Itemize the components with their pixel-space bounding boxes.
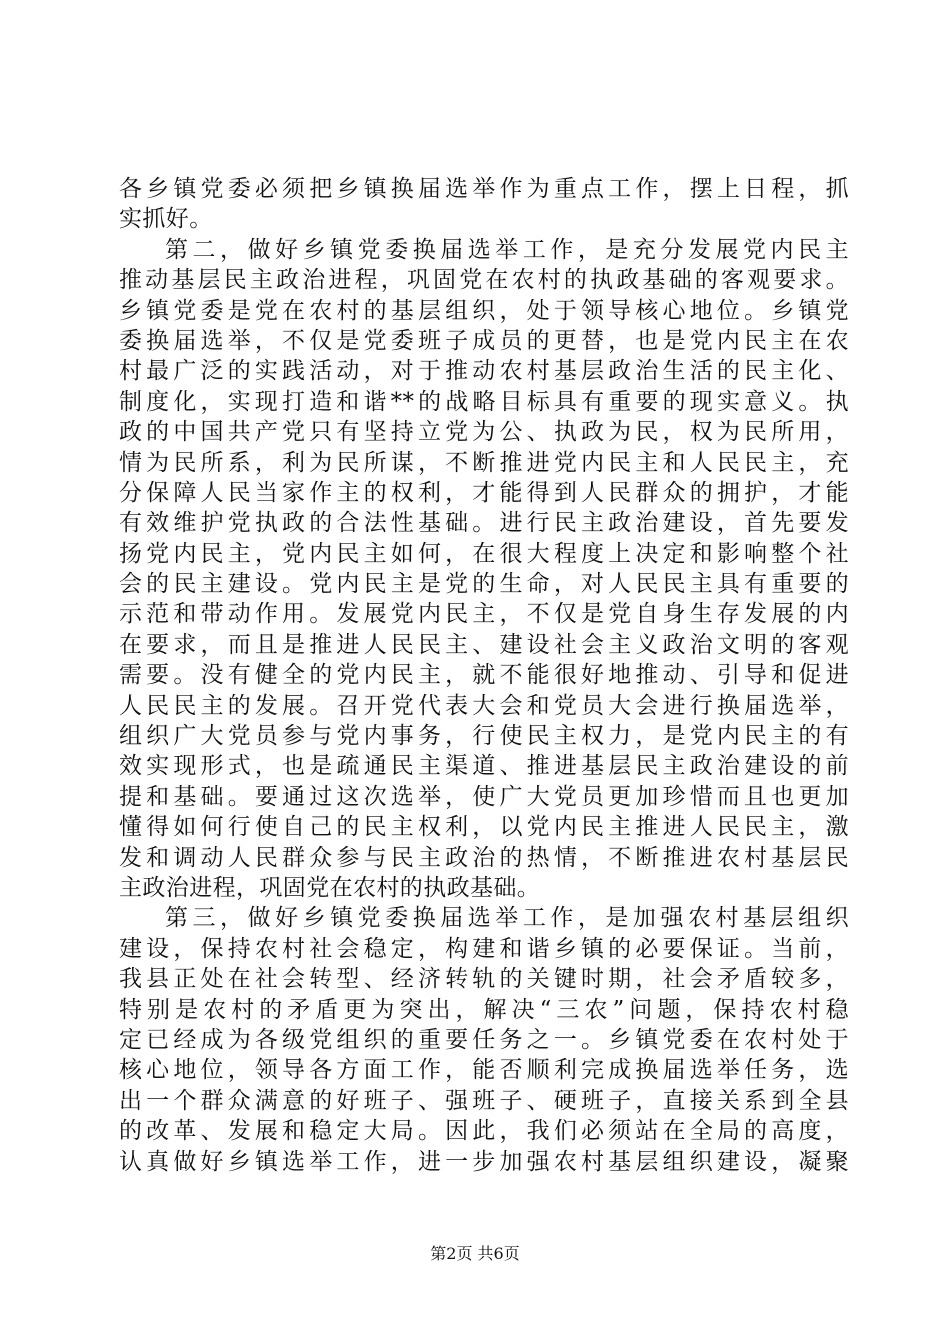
text-line: 建设，保持农村社会稳定，构建和谐乡镇的必要保证。当前， [119, 935, 849, 962]
text-line: 实抓好。 [119, 206, 213, 233]
text-line: 需要。没有健全的党内民主，就不能很好地推动、引导和促进 [119, 662, 849, 689]
text-line: 示范和带动作用。发展党内民主，不仅是党自身生存发展的内 [119, 601, 849, 628]
text-line: 推动基层民主政治进程，巩固党在农村的执政基础的客观要求。 [119, 267, 849, 294]
text-line: 制度化，实现打造和谐**的战略目标具有重要的现实意义。执 [119, 388, 849, 415]
text-line: 有效维护党执政的合法性基础。进行民主政治建设，首先要发 [119, 510, 849, 537]
text-line: 定已经成为各级党组织的重要任务之一。乡镇党委在农村处于 [119, 1026, 849, 1053]
text-line: 组织广大党员参与党内事务，行使民主权力，是党内民主的有 [119, 723, 849, 750]
text-line: 核心地位，领导各方面工作，能否顺利完成换届选举任务，选 [119, 1057, 849, 1084]
text-line: 扬党内民主，党内民主如何，在很大程度上决定和影响整个社 [119, 540, 849, 567]
text-line: 第二，做好乡镇党委换届选举工作，是充分发展党内民主 [165, 236, 849, 263]
text-line: 委换届选举，不仅是党委班子成员的更替，也是党内民主在农 [119, 327, 849, 354]
text-line: 各乡镇党委必须把乡镇换届选举作为重点工作，摆上日程，抓 [119, 176, 849, 202]
text-line: 主政治进程，巩固党在农村的执政基础。 [119, 874, 541, 901]
text-line: 乡镇党委是党在农村的基层组织，处于领导核心地位。乡镇党 [119, 297, 849, 324]
text-line: 政的中国共产党只有坚持立党为公、执政为民，权为民所用， [119, 419, 849, 446]
text-line: 我县正处在社会转型、经济转轨的关键时期，社会矛盾较多， [119, 966, 849, 993]
text-line: 效实现形式，也是疏通民主渠道、推进基层民主政治建设的前 [119, 753, 849, 780]
text-line: 发和调动人民群众参与民主政治的热情，不断推进农村基层民 [119, 844, 849, 871]
text-line: 分保障人民当家作主的权利，才能得到人民群众的拥护，才能 [119, 479, 849, 506]
text-line: 的改革、发展和稳定大局。因此，我们必须站在全局的高度， [119, 1118, 849, 1145]
text-line: 认真做好乡镇选举工作，进一步加强农村基层组织建设，凝聚 [119, 1148, 849, 1175]
body-text [119, 174, 849, 1177]
text-line: 懂得如何行使自己的民主权利，以党内民主推进人民民主，激 [119, 814, 849, 841]
text-line: 在要求，而且是推进人民民主、建设社会主义政治文明的客观 [119, 631, 849, 658]
text-line: 会的民主建设。党内民主是党的生命，对人民民主具有重要的 [119, 571, 849, 598]
text-line: 特别是农村的矛盾更为突出，解决“三农”问题，保持农村稳 [119, 996, 849, 1023]
text-line: 出一个群众满意的好班子、强班子、硬班子，直接关系到全县 [119, 1087, 849, 1114]
text-line: 提和基础。要通过这次选举，使广大党员更加珍惜而且也更加 [119, 783, 849, 810]
page-footer: 第2页 共6页 [430, 1244, 520, 1263]
text-line: 第三，做好乡镇党委换届选举工作，是加强农村基层组织 [165, 905, 849, 932]
text-line: 情为民所系，利为民所谋，不断推进党内民主和人民民主，充 [119, 449, 849, 476]
text-line: 人民民主的发展。召开党代表大会和党员大会进行换届选举， [119, 692, 849, 719]
text-line: 村最广泛的实践活动，对于推动农村基层政治生活的民主化、 [119, 358, 849, 385]
